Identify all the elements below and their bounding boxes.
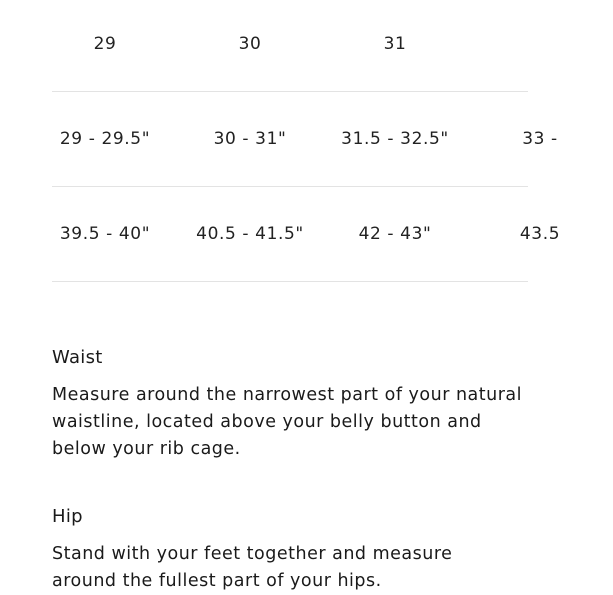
hip-guide-text: Stand with your feet together and measure around the fullest part of your hips. [52,544,453,591]
table-cell: 31.5 - 32.5" [341,129,449,149]
waist-guide-title: Waist [52,347,103,368]
table-cell: 40.5 - 41.5" [196,224,304,244]
table-row [52,187,561,282]
table-cell: 43.5 [519,224,561,244]
waist-guide-section [52,347,522,463]
hip-guide-title: Hip [52,506,83,527]
table-cell: 30 - 31" [213,129,287,149]
table-cell: 33 - [522,129,558,149]
table-row [52,0,528,92]
table-cell: 29 [93,34,117,54]
table-cell: 29 - 29.5" [59,129,151,149]
table-cell: 39.5 - 40" [59,224,151,244]
waist-guide-text: Measure around the narrowest part of your natural waistline, located above your belly button and below your rib cage. [52,385,522,459]
table-cell [467,0,613,91]
table-cell: 42 - 43" [358,224,432,244]
table-row [52,92,558,187]
table-cell: 31 [383,34,407,54]
size-chart-table [52,0,561,282]
table-cell: 30 [238,34,262,54]
hip-guide-section [52,506,522,595]
